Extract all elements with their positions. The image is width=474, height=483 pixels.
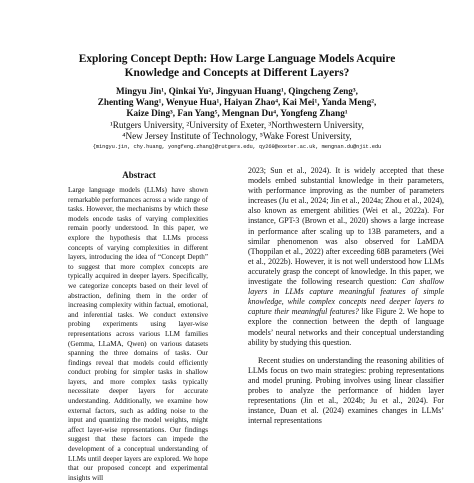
introduction-column <box>248 166 444 426</box>
abstract-text: Large language models (LLMs) have shown remarkable performances across a wide range of tasks. However, the mechanisms by which these models encode tasks of varying complexities remain poorly understood. In this paper, we explore the hypothesis that LLMs process concepts of varying complexities in different layers, introducing the idea of “Concept Depth” to suggest that more complex concepts are typically acquired in deeper layers. Specifically, we categorize concepts based on their level of abstraction, defining them in the order of increasing complexity within factual, emotional, and inferential tasks. We conduct extensive probing experiments using layer-wise representations across various LLM families (Gemma, LLaMA, Qwen) on various datasets spanning the three domains of tasks. Our findings reveal that models could efficiently conduct probing for simpler tasks in shallow layers, and more complex tasks typically necessitate deeper layers for accurate understanding. Additionally, we examine how external factors, such as adding noise to the input and quantizing the model weights, might affect layer-wise representations. Our findings suggest that these factors can impede the development of a conceptual understanding of LLMs until deeper layers are explored. We hope that our proposed concept and experimental insights will <box>68 186 208 482</box>
author-emails: {mingyu.jin, chy.huang, yongfeng.zhang}@rutgers.edu, qy269@exeter.ac.uk, mengnan.du@njit.edu <box>92 144 382 151</box>
author-names <box>40 86 434 120</box>
affiliations <box>40 120 434 142</box>
title-line: Exploring Concept Depth: How Large Language Models Acquire <box>78 53 396 65</box>
author-line: Mingyu Jin¹, Qinkai Yu², Jingyuan Huang¹, Qingcheng Zeng³, <box>116 86 358 96</box>
related-work-paragraph: Recent studies on understanding the reasoning abilities of LLMs focus on two main strategies: probing representations and model pruning. Probing involves using linear classifier probes to analyze the performance of hidden layer representations (Jin et al., 2024b; Ju et al., 2024). For instance, Duan et al. (2024) examines changes in LLMs’ internal representations <box>248 355 444 426</box>
affiliation-line: ⁴New Jersey Institute of Technology, ⁵Wake Forest University, <box>122 130 352 141</box>
research-question: Can shallow layers in LLMs capture meaningful features of simple knowledge, while complex concepts need deeper layers to capture their meaningful features? <box>248 277 444 317</box>
intro-paragraph <box>248 166 444 348</box>
paper-title <box>40 52 434 80</box>
author-block <box>40 86 434 151</box>
abstract-heading: Abstract <box>122 170 156 180</box>
affiliation-line: ¹Rutgers University, ²University of Exeter, ³Northwestern University, <box>110 119 364 130</box>
intro-text-continued: like Figure 2. We hope to explore the connection between the depth of language models’ neural networks and their conceptual understanding ability by studying this question. <box>248 307 444 347</box>
author-line: Zhenting Wang¹, Wenyue Hua¹, Haiyan Zhao⁴, Kai Mei¹, Yanda Meng², <box>97 97 377 108</box>
intro-text: 2023; Sun et al., 2024). It is widely accepted that these models embed substantial knowledge in their parameters, with performance improving as the number of parameters increases (Ju et al., 2024; Jin et al., 2024a; Zhou et al., 2024), also known as emergent abilities (Wei et al., 2022a). For instance, GPT-3 (Brown et al., 2020) shows a large increase in performance after scaling up to 13B parameters, and a similar phenomenon was also observed for LaMDA (Thoppilan et al., 2022) after exceeding 68B parameters (Wei et al., 2022b). However, it is not well understood how LLMs accurately grasp the concept of knowledge. In this paper, we investigate the following research question: <box>248 166 444 287</box>
author-line: Kaize Ding³, Fan Yang⁵, Mengnan Du⁴, Yongfeng Zhang¹ <box>126 108 348 119</box>
title-line: Knowledge and Concepts at Different Layers? <box>124 67 350 79</box>
